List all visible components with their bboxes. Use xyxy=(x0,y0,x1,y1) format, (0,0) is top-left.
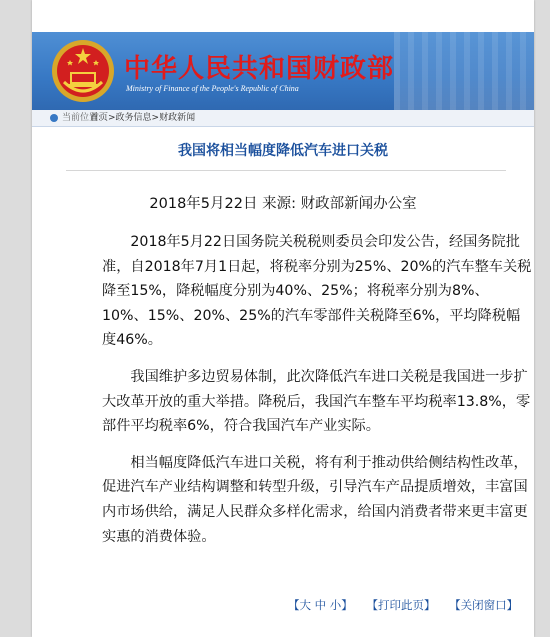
site-title-cn: 中华人民共和国财政部 xyxy=(124,54,395,84)
article-actions xyxy=(288,597,528,613)
close-window-button[interactable]: 【关闭窗口】 xyxy=(449,598,519,612)
national-emblem-icon xyxy=(50,38,116,104)
article-meta: 2018年5月22日 来源: 财政部新闻办公室 xyxy=(149,196,417,212)
divider xyxy=(66,170,506,171)
article-title: 我国将相当幅度降低汽车进口关税 xyxy=(178,143,388,159)
page xyxy=(32,0,534,637)
breadcrumb-label: 当前位置: xyxy=(62,113,102,123)
paragraph: 相当幅度降低汽车进口关税，将有利于推动供给侧结构性改革，促进汽车产业结构调整和转型升级，引导汽车产品提质增效，丰富国内市场供给，满足人民群众多样化需求，给国内消费者带来更丰富更实惠的消费体验。 xyxy=(102,454,528,545)
site-title-en: Ministry of Finance of the People's Republic of China xyxy=(126,84,299,93)
header-banner xyxy=(32,32,534,110)
location-icon xyxy=(50,114,58,122)
paragraph: 2018年5月22日国务院关税税则委员会印发公告，经国务院批准，自2018年7月1日起，将税率分别为25%、20%的汽车整车关税降至15%，降税幅度分别为40%、25%；将税率分别为8%、10%、15%、20%、25%的汽车零部件关税降至6%，平均降税幅度46%。 xyxy=(102,234,532,349)
building-graphic xyxy=(394,32,534,110)
paragraph: 我国维护多边贸易体制，此次降低汽车进口关税是我国进一步扩大改革开放的重大举措。降税后，我国汽车整车平均税率13.8%，零部件平均税率6%，符合我国汽车产业实际。 xyxy=(102,368,531,435)
print-button[interactable]: 【打印此页】 xyxy=(366,598,436,612)
breadcrumb-path[interactable]: 首页>政务信息>财政新闻 xyxy=(90,113,196,123)
article-body xyxy=(102,230,532,561)
font-size-button[interactable]: 【大 中 小】 xyxy=(288,598,353,612)
breadcrumb xyxy=(32,110,534,127)
